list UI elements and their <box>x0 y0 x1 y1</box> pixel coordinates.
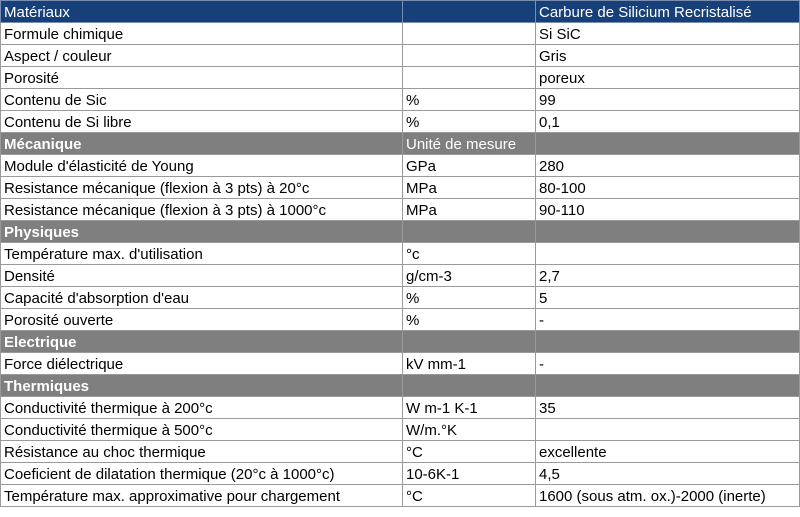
table-row <box>1 265 800 287</box>
property-unit: °C <box>403 485 536 507</box>
table-row <box>1 353 800 375</box>
property-unit: MPa <box>403 177 536 199</box>
section-header-physiques <box>1 221 800 243</box>
property-value: 280 <box>536 155 800 177</box>
property-label: Coeficient de dilatation thermique (20°c à 1000°c) <box>1 463 403 485</box>
property-unit <box>403 67 536 89</box>
property-label: Conductivité thermique à 500°c <box>1 419 403 441</box>
property-label: Force diélectrique <box>1 353 403 375</box>
table-row <box>1 287 800 309</box>
section-filler <box>403 221 536 243</box>
property-label: Température max. d'utilisation <box>1 243 403 265</box>
property-label: Capacité d'absorption d'eau <box>1 287 403 309</box>
property-value: Gris <box>536 45 800 67</box>
table-row <box>1 177 800 199</box>
header-unit <box>403 1 536 23</box>
property-value: 80-100 <box>536 177 800 199</box>
section-filler <box>403 331 536 353</box>
section-filler <box>403 375 536 397</box>
property-label: Module d'élasticité de Young <box>1 155 403 177</box>
property-label: Température max. approximative pour chargement <box>1 485 403 507</box>
property-unit: MPa <box>403 199 536 221</box>
section-title: Electrique <box>1 331 403 353</box>
table-row <box>1 89 800 111</box>
property-unit: % <box>403 89 536 111</box>
property-unit: % <box>403 309 536 331</box>
property-label: Aspect / couleur <box>1 45 403 67</box>
property-value: 4,5 <box>536 463 800 485</box>
property-unit: % <box>403 287 536 309</box>
property-unit: GPa <box>403 155 536 177</box>
table-row <box>1 23 800 45</box>
section-header-mecanique <box>1 133 800 155</box>
property-unit <box>403 23 536 45</box>
property-label: Resistance mécanique (flexion à 3 pts) à 1000°c <box>1 199 403 221</box>
property-label: Porosité ouverte <box>1 309 403 331</box>
property-unit: W m-1 K-1 <box>403 397 536 419</box>
property-value: 0,1 <box>536 111 800 133</box>
unit-column-header: Unité de mesure <box>403 133 536 155</box>
table-row <box>1 67 800 89</box>
property-value: - <box>536 353 800 375</box>
property-value: - <box>536 309 800 331</box>
property-unit <box>403 45 536 67</box>
table-row <box>1 155 800 177</box>
property-unit: W/m.°K <box>403 419 536 441</box>
property-label: Contenu de Sic <box>1 89 403 111</box>
property-value: 99 <box>536 89 800 111</box>
section-title: Mécanique <box>1 133 403 155</box>
property-label: Porosité <box>1 67 403 89</box>
property-unit: kV mm-1 <box>403 353 536 375</box>
section-header-thermiques <box>1 375 800 397</box>
property-value: poreux <box>536 67 800 89</box>
header-label: Matériaux <box>1 1 403 23</box>
property-label: Densité <box>1 265 403 287</box>
table-row <box>1 485 800 507</box>
property-unit: g/cm-3 <box>403 265 536 287</box>
section-filler <box>536 221 800 243</box>
table-header-row <box>1 1 800 23</box>
property-value: 1600 (sous atm. ox.)-2000 (inerte) <box>536 485 800 507</box>
property-value: Si SiC <box>536 23 800 45</box>
property-label: Formule chimique <box>1 23 403 45</box>
property-label: Resistance mécanique (flexion à 3 pts) à 20°c <box>1 177 403 199</box>
section-title: Physiques <box>1 221 403 243</box>
property-label: Résistance au choc thermique <box>1 441 403 463</box>
table-row <box>1 243 800 265</box>
table-row <box>1 199 800 221</box>
property-unit: 10-6K-1 <box>403 463 536 485</box>
section-filler <box>536 331 800 353</box>
table-row <box>1 309 800 331</box>
table-row <box>1 397 800 419</box>
section-filler <box>536 375 800 397</box>
section-title: Thermiques <box>1 375 403 397</box>
property-unit: °C <box>403 441 536 463</box>
table-row <box>1 441 800 463</box>
table-row <box>1 419 800 441</box>
property-value: excellente <box>536 441 800 463</box>
section-filler <box>536 133 800 155</box>
property-label: Conductivité thermique à 200°c <box>1 397 403 419</box>
property-unit: % <box>403 111 536 133</box>
table-row <box>1 463 800 485</box>
property-value: 90-110 <box>536 199 800 221</box>
property-value <box>536 419 800 441</box>
header-material: Carbure de Silicium Recristalisé <box>536 1 800 23</box>
property-value: 5 <box>536 287 800 309</box>
table-row <box>1 111 800 133</box>
property-unit: °c <box>403 243 536 265</box>
property-value: 2,7 <box>536 265 800 287</box>
property-value: 35 <box>536 397 800 419</box>
section-header-electrique <box>1 331 800 353</box>
property-value <box>536 243 800 265</box>
property-label: Contenu de Si libre <box>1 111 403 133</box>
table-row <box>1 45 800 67</box>
